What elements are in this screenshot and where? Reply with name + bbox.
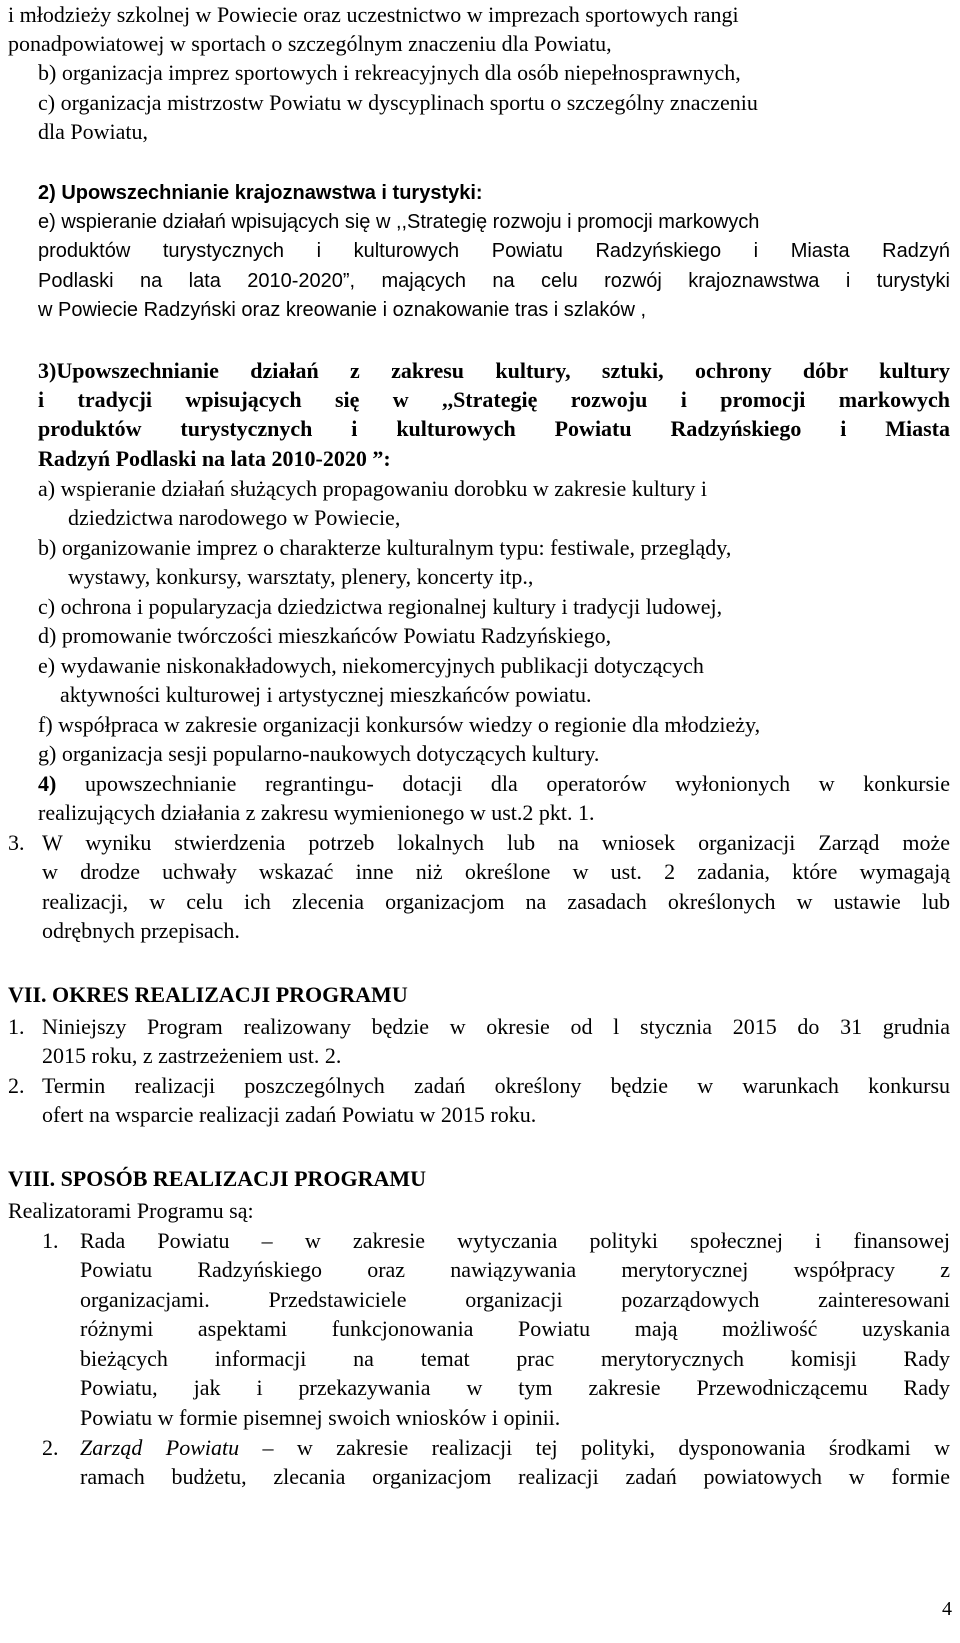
section-3-item-a-line-1: a) wspieranie działań służących propagowaniu dorobku w zakresie kultury i [38,476,707,501]
chapter-8-point-1-line-7: Powiatu w formie pisemnej swoich wniosków i opinii. [80,1405,561,1430]
section-3-heading-line-4: Radzyń Podlaski na lata 2010-2020 ”: [38,446,391,471]
section-2-heading: 2) Upowszechnianie krajoznawstwa i turystyki: [38,182,483,204]
section-2-line-4: w Powiecie Radzyński oraz kreowanie i oznakowanie tras i szlaków , [38,299,647,321]
section-3-item-g: g) organizacja sesji popularno-naukowych dotyczących kultury. [38,741,600,766]
section-2-line-1: e) wspieranie działań wpisujących się w ,,Strategię rozwoju i promocji markowych [38,211,760,233]
section-3-heading-line-2: i tradycji wpisujących się w ,,Strategię rozwoju i promocji markowych [38,387,950,412]
section-3-item-e-line-2: aktywności kulturowej i artystycznej mieszkańców powiatu. [60,682,592,707]
chapter-8-point-1-line-6: Powiatu, jak i przekazywania w tym zakresie Przewodniczącemu Rady [80,1375,950,1400]
intro-line-5: dla Powiatu, [38,119,148,144]
point-3-number: 3. [8,830,25,855]
chapter-7-point-1-line-2: 2015 roku, z zastrzeżeniem ust. 2. [42,1043,342,1068]
chapter-7-point-2-number: 2. [8,1073,25,1098]
chapter-8-point-1-line-1: Rada Powiatu – w zakresie wytyczania polityki społecznej i finansowej [80,1228,950,1253]
chapter-8-point-1-line-3: organizacjami. Przedstawiciele organizacji pozarządowych zainteresowani [80,1287,950,1312]
section-3-item-f: f) współpraca w zakresie organizacji konkursów wiedzy o regionie dla młodzieży, [38,712,761,737]
section-3-heading-line-1: 3)Upowszechnianie działań z zakresu kultury, sztuki, ochrony dóbr kultury [38,358,950,383]
chapter-8-intro: Realizatorami Programu są: [8,1198,254,1223]
section-4-line-1 [38,769,950,799]
section-2-line-3: Podlaski na lata 2010-2020”, mających na celu rozwój krajoznawstwa i turystyki [38,270,950,292]
chapter-7-point-1-line-1: Niniejszy Program realizowany będzie w okresie od l stycznia 2015 do 31 grudnia [42,1014,950,1039]
point-3-line-2: w drodze uchwały wskazać inne niż określone w ust. 2 zadania, które wymagają [42,859,950,884]
section-2-line-2: produktów turystycznych i kulturowych Powiatu Radzyńskiego i Miasta Radzyń [38,240,950,262]
chapter-8-point-1-line-5: bieżących informacji na temat prac merytorycznych komisji Rady [80,1346,950,1371]
page-number: 4 [942,1598,952,1620]
chapter-8-point-2-number: 2. [42,1435,59,1460]
chapter-8-point-2-text: – w zakresie realizacji tej polityki, dysponowania środkami w [239,1435,950,1460]
section-3-item-b-line-1: b) organizowanie imprez o charakterze kulturalnym typu: festiwale, przeglądy, [38,535,732,560]
chapter-8-point-1-line-4: różnymi aspektami funkcjonowania Powiatu mają możliwość uzyskania [80,1316,950,1341]
section-4-line-2: realizujących działania z zakresu wymienionego w ust.2 pkt. 1. [38,800,595,825]
section-4-text: upowszechnianie regrantingu- dotacji dla operatorów wyłonionych w konkursie [56,771,950,796]
section-3-item-c: c) ochrona i popularyzacja dziedzictwa regionalnej kultury i tradycji ludowej, [38,594,723,619]
section-3-item-e-line-1: e) wydawanie niskonakładowych, niekomercyjnych publikacji dotyczących [38,653,704,678]
intro-line-4: c) organizacja mistrzostw Powiatu w dyscyplinach sportu o szczególny znaczeniu [38,90,758,115]
point-3-line-4: odrębnych przepisach. [42,918,240,943]
chapter-8-point-2-line-1 [80,1433,950,1463]
chapter-7-point-2-line-2: ofert na wsparcie realizacji zadań Powiatu w 2015 roku. [42,1102,537,1127]
chapter-8-point-2-line-2: ramach budżetu, zlecania organizacjom realizacji zadań powiatowych w formie [80,1464,950,1489]
chapter-7-point-2-line-1: Termin realizacji poszczególnych zadań określony będzie w warunkach konkursu [42,1073,950,1098]
section-3-heading-line-3: produktów turystycznych i kulturowych Powiatu Radzyńskiego i Miasta [38,416,950,441]
intro-line-1: i młodzieży szkolnej w Powiecie oraz uczestnictwo w imprezach sportowych rangi [8,2,739,27]
chapter-8-point-1-number: 1. [42,1228,59,1253]
section-3-item-a-line-2: dziedzictwa narodowego w Powiecie, [68,505,401,530]
chapter-7-heading: VII. OKRES REALIZACJI PROGRAMU [8,982,408,1007]
chapter-8-point-1-line-2: Powiatu Radzyńskiego oraz nawiązywania merytorycznej współpracy z [80,1257,950,1282]
section-3-item-d: d) promowanie twórczości mieszkańców Powiatu Radzyńskiego, [38,623,612,648]
section-4-number: 4) [38,771,57,796]
section-3-item-b-line-2: wystawy, konkursy, warsztaty, plenery, koncerty itp., [68,564,534,589]
point-3-line-1: W wyniku stwierdzenia potrzeb lokalnych lub na wniosek organizacji Zarząd może [42,830,950,855]
point-3-line-3: realizacji, w celu ich zlecenia organizacjom na zasadach określonych w ustawie lub [42,889,950,914]
chapter-7-point-1-number: 1. [8,1014,25,1039]
chapter-8-heading: VIII. SPOSÓB REALIZACJI PROGRAMU [8,1166,427,1191]
intro-line-2: ponadpowiatowej w sportach o szczególnym znaczeniu dla Powiatu, [8,31,612,56]
chapter-8-point-2-subject: Zarząd Powiatu [80,1435,240,1460]
intro-line-3: b) organizacja imprez sportowych i rekreacyjnych dla osób niepełnosprawnych, [38,60,741,85]
